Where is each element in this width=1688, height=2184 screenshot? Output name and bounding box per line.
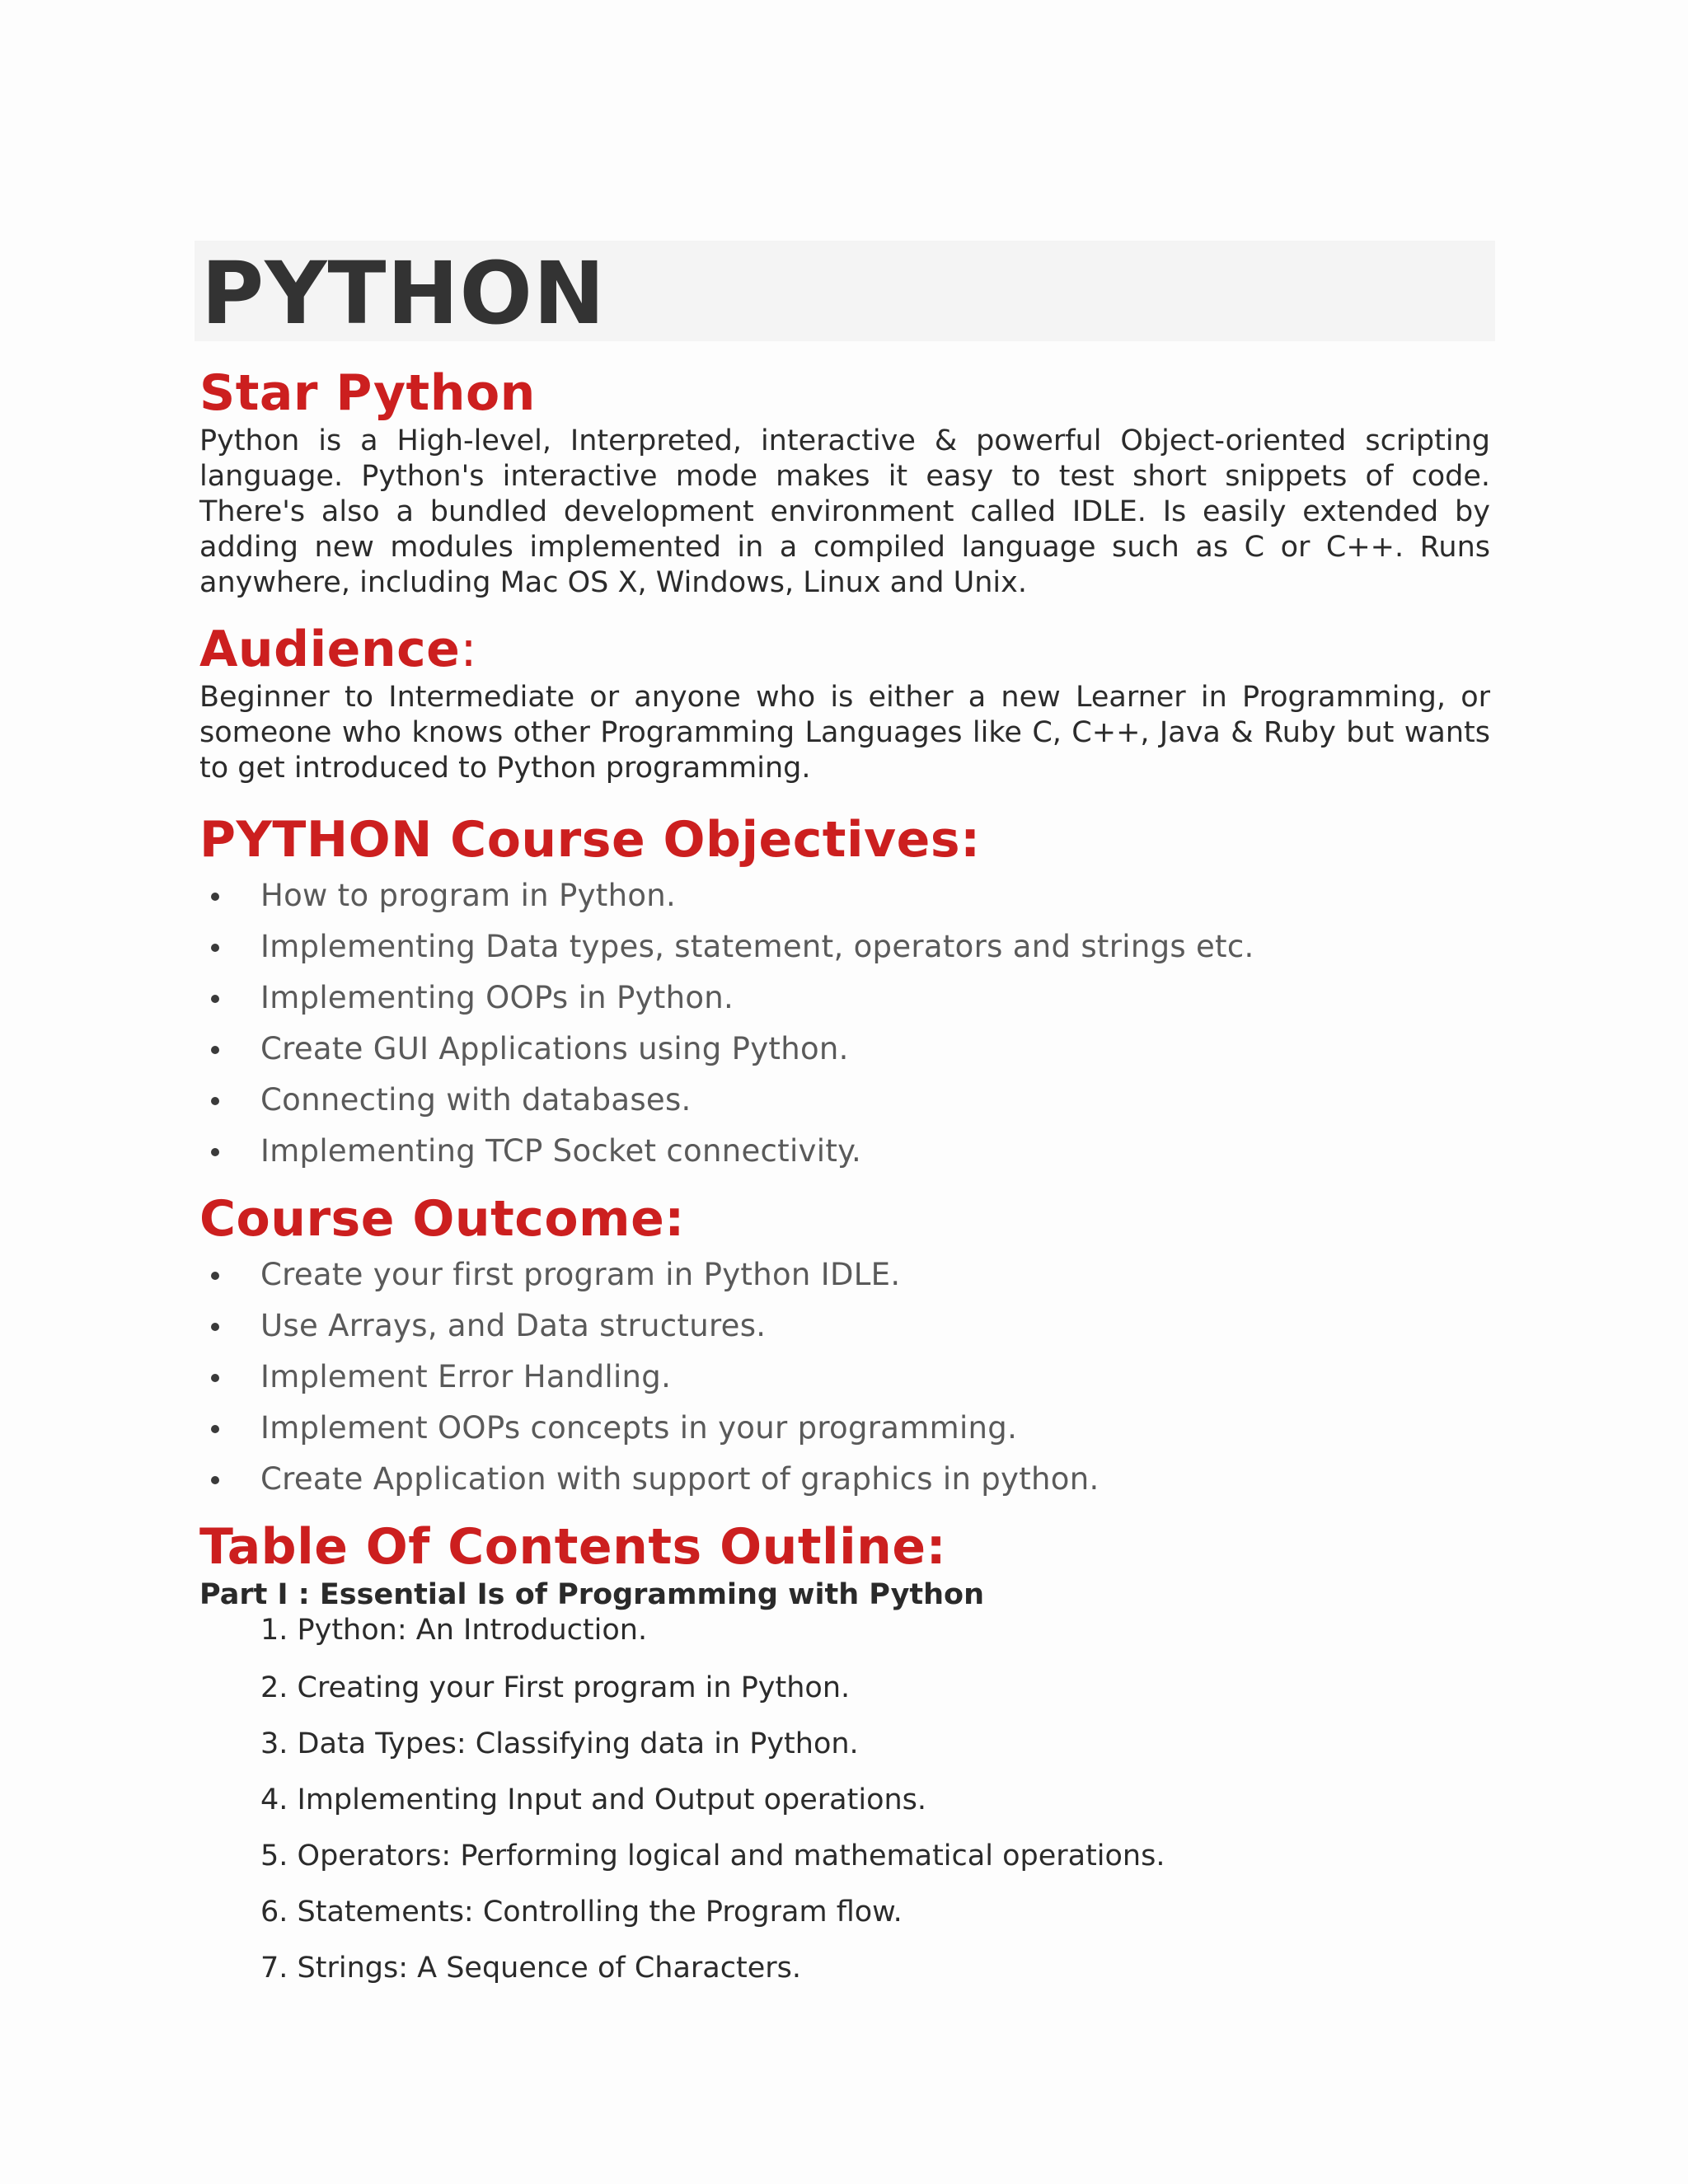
toc-item: 6. Statements: Controlling the Program flow. [260, 1896, 903, 1929]
toc-item: 3. Data Types: Classifying data in Python. [260, 1727, 859, 1760]
toc-item: 4. Implementing Input and Output operations. [260, 1783, 927, 1816]
bullet-icon [211, 944, 219, 952]
outcome-section [199, 1188, 1490, 1505]
list-item [199, 1403, 1490, 1454]
list-item-text: Implementing Data types, statement, operators and strings etc. [260, 929, 1254, 964]
bullet-icon [211, 1374, 219, 1382]
bullet-icon [211, 995, 219, 1003]
list-item-text: Create Application with support of graphics in python. [260, 1461, 1100, 1497]
list-item [199, 1126, 1490, 1177]
outcome-heading: Course Outcome: [199, 1190, 685, 1248]
bullet-icon [211, 893, 219, 901]
document-content [199, 363, 1490, 1996]
toc-part-title: Part I : Essential Is of Programming with Python [199, 1578, 985, 1611]
toc-list [199, 1612, 1490, 1996]
list-item-text: Implementing TCP Socket connectivity. [260, 1133, 862, 1169]
list-item [199, 1249, 1490, 1301]
bullet-icon [211, 1148, 219, 1156]
bullet-icon [211, 1272, 219, 1280]
list-item-text: Implement OOPs concepts in your programming. [260, 1410, 1018, 1446]
objectives-list [199, 870, 1490, 1177]
list-item-text: Implement Error Handling. [260, 1359, 672, 1394]
objectives-heading: PYTHON Course Objectives: [199, 811, 981, 869]
list-item [199, 1352, 1490, 1403]
objectives-section [199, 809, 1490, 1177]
toc-item: 7. Strings: A Sequence of Characters. [260, 1952, 801, 1985]
intro-paragraph: Python is a High-level, Interpreted, interactive & powerful Object-oriented scripting language. Python's interactive mode makes it easy to test short snippets of code. There's also a bundled development environment called IDLE. Is easily extended by adding new modules implemented in a compiled language such as C or C++. Runs anywhere, including Mac OS X, Windows, Linux and Unix. [199, 424, 1490, 599]
list-item [199, 972, 1490, 1024]
audience-heading-text: Audience [199, 621, 461, 678]
list-item [199, 1454, 1490, 1505]
audience-section [199, 619, 1490, 786]
document-title: PYTHON [201, 243, 606, 344]
toc-item: 5. Operators: Performing logical and mathematical operations. [260, 1840, 1165, 1872]
list-item-text: Connecting with databases. [260, 1082, 692, 1118]
list-item [199, 921, 1490, 972]
bullet-icon [211, 1046, 219, 1054]
audience-paragraph: Beginner to Intermediate or anyone who is either a new Learner in Programming, or someone who knows other Programming Languages like C, C++, Java & Ruby but wants to get introduced to Python programming. [199, 681, 1490, 785]
bullet-icon [211, 1425, 219, 1433]
bullet-icon [211, 1323, 219, 1331]
bullet-icon [211, 1476, 219, 1484]
bullet-icon [211, 1097, 219, 1105]
audience-heading-colon: : [460, 621, 478, 678]
list-item [199, 870, 1490, 921]
list-item [199, 1075, 1490, 1126]
list-item-text: Create your first program in Python IDLE. [260, 1257, 901, 1292]
intro-heading: Star Python [199, 364, 536, 422]
intro-section [199, 363, 1490, 601]
audience-heading [199, 619, 1490, 680]
toc-item: 2. Creating your First program in Python. [260, 1671, 851, 1704]
toc-item: 1. Python: An Introduction. [260, 1614, 648, 1647]
list-item [199, 1301, 1490, 1352]
list-item-text: Implementing OOPs in Python. [260, 980, 734, 1015]
toc-heading: Table Of Contents Outline: [199, 1518, 947, 1576]
list-item-text: How to program in Python. [260, 878, 677, 913]
toc-section [199, 1516, 1490, 1996]
list-item-text: Use Arrays, and Data structures. [260, 1308, 767, 1343]
list-item [199, 1024, 1490, 1075]
list-item-text: Create GUI Applications using Python. [260, 1031, 849, 1066]
outcome-list [199, 1249, 1490, 1505]
